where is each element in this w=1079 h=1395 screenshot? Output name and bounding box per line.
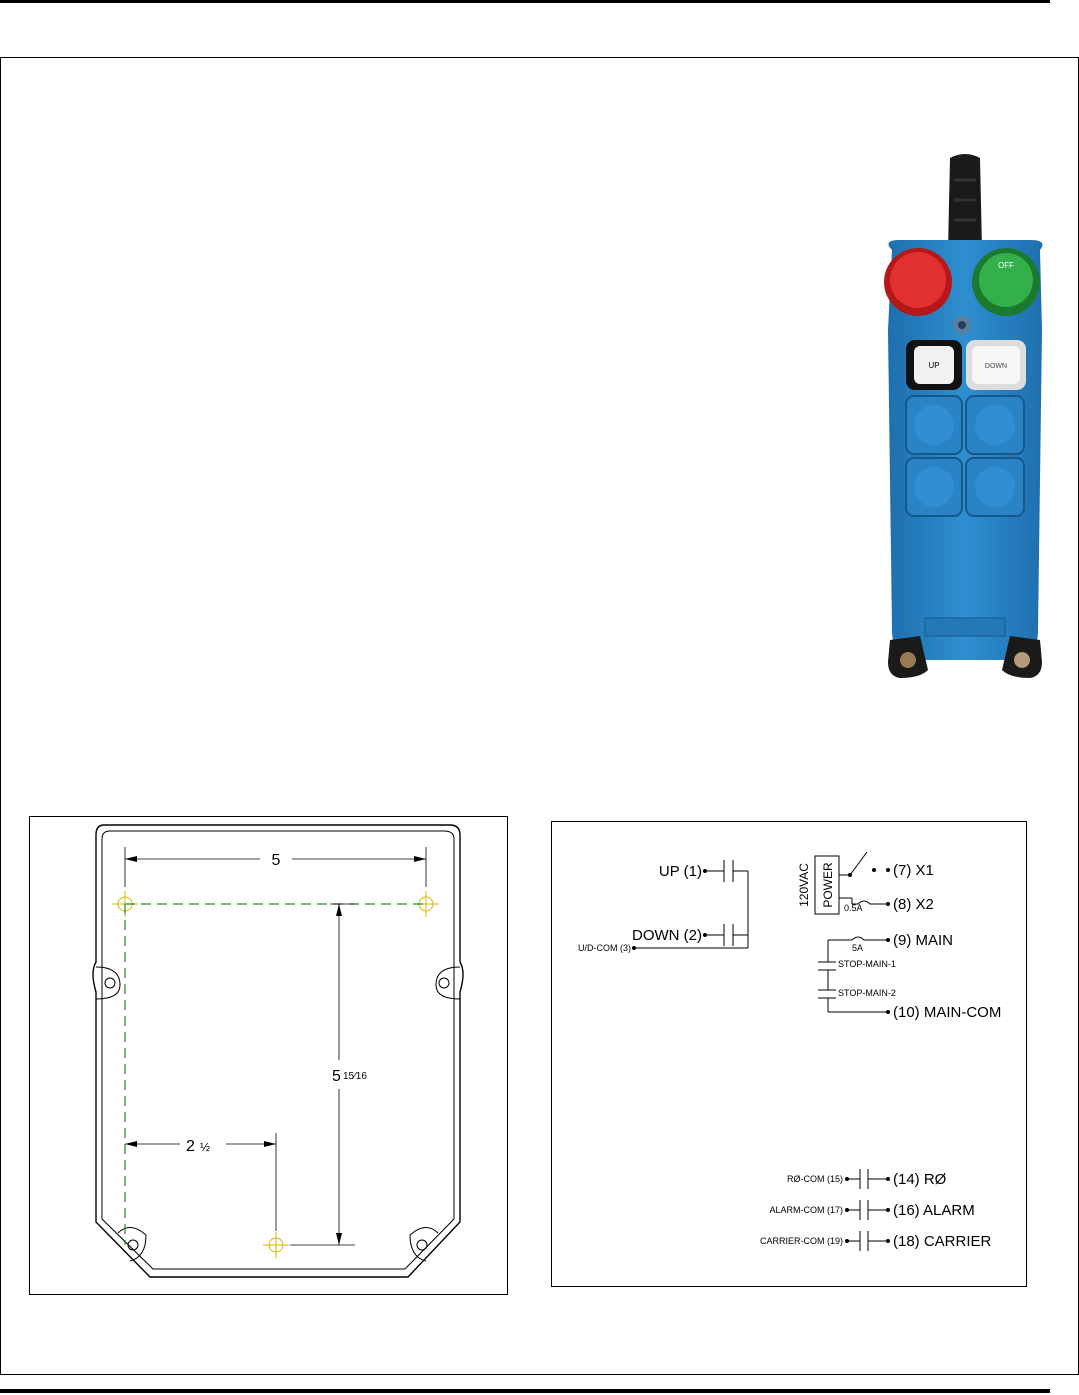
up-button-label: UP: [928, 361, 940, 370]
label-alarm: (16) ALARM: [893, 1202, 975, 1219]
mounting-drawing: [30, 817, 509, 1296]
label-power-voltage: 120VAC: [797, 863, 811, 907]
mounting-drawing-box: [29, 816, 508, 1295]
label-carrier: (18) CARRIER: [893, 1233, 992, 1250]
label-fuse-small: 0.5A: [844, 903, 863, 913]
wiring-diagram: [552, 822, 1028, 1288]
label-x2: (8) X2: [893, 896, 934, 913]
label-down: DOWN (2): [632, 927, 702, 944]
label-up: UP (1): [658, 863, 702, 880]
off-label: OFF: [998, 261, 1014, 270]
dimension-offset-fraction: ½: [200, 1140, 211, 1154]
dimension-width: 5: [271, 852, 281, 869]
dimension-height-whole: 5: [332, 1068, 341, 1085]
remote-pendant-photo: [870, 150, 1060, 690]
down-button-label: DOWN: [984, 363, 1008, 370]
label-main: (9) MAIN: [893, 932, 953, 949]
label-alarm-com: ALARM-COM (17): [769, 1205, 843, 1215]
label-x1: (7) X1: [893, 862, 934, 879]
label-power: POWER: [821, 862, 835, 908]
label-carrier-com: CARRIER-COM (19): [759, 1236, 843, 1246]
top-rule: [0, 0, 1050, 3]
label-ro-com: RØ-COM (15): [787, 1174, 843, 1184]
label-ud-com: U/D-COM (3): [578, 943, 631, 953]
label-stop-main-1: STOP-MAIN-1: [838, 959, 896, 969]
label-main-com: (10) MAIN-COM: [893, 1004, 1002, 1021]
label-fuse-main: 5A: [852, 943, 864, 953]
dimension-height-fraction: 15⁄16: [343, 1071, 367, 1082]
bottom-rule: [0, 1389, 1050, 1393]
label-ro: (14) RØ: [893, 1171, 947, 1188]
wiring-diagram-box: [551, 821, 1027, 1287]
label-stop-main-2: STOP-MAIN-2: [838, 988, 896, 998]
dimension-offset-whole: 2: [186, 1138, 195, 1155]
